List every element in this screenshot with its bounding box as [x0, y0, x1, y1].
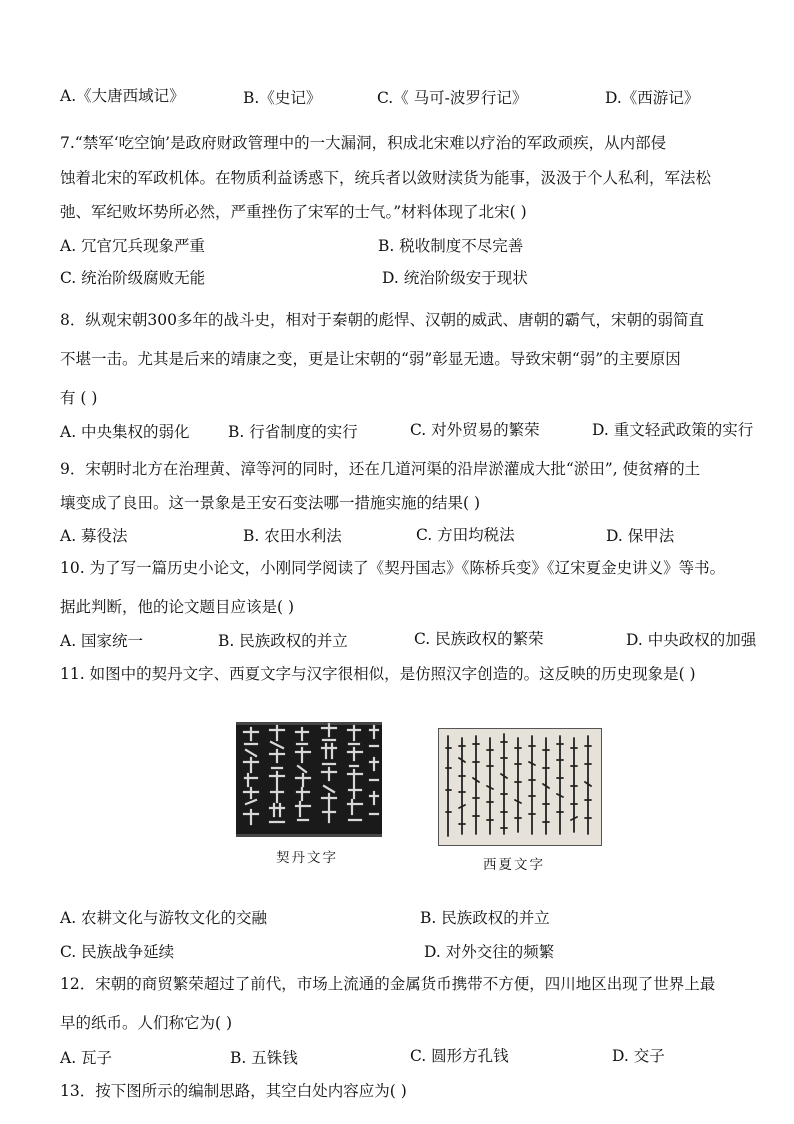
q12-option-c[interactable]: C. 圆形方孔钱 — [410, 1047, 509, 1065]
q13-stem-line-1: 13．按下图所示的编制思路，其空白处内容应为( ) — [60, 1082, 407, 1100]
q9-option-a[interactable]: A. 募役法 — [60, 527, 128, 545]
q7-option-a[interactable]: A. 冗官冗兵现象严重 — [60, 237, 206, 255]
q8-option-a[interactable]: A. 中央集权的弱化 — [60, 423, 190, 441]
q9-option-b[interactable]: B. 农田水利法 — [243, 527, 342, 545]
q10-option-c[interactable]: C. 民族政权的繁荣 — [414, 630, 544, 648]
q8-option-c[interactable]: C. 对外贸易的繁荣 — [410, 421, 540, 439]
q6-option-d[interactable]: D.《西游记》 — [605, 89, 700, 107]
q12-option-a[interactable]: A. 瓦子 — [60, 1049, 113, 1067]
q7-stem-line-1: 7.“禁军‘吃空饷’是政府财政管理中的一大漏洞，积成北宋难以疗治的军政顽疾，从内部侵 — [60, 134, 667, 152]
q10-option-a[interactable]: A. 国家统一 — [60, 632, 144, 650]
q12-stem-line-2: 早的纸币。人们称它为( ) — [60, 1014, 233, 1032]
tangut-script-image — [438, 728, 602, 846]
q7-option-c[interactable]: C. 统治阶级腐败无能 — [60, 269, 206, 287]
q7-stem-line-3: 弛、军纪败坏势所必然，严重挫伤了宋军的士气。”材料体现了北宋( ) — [60, 203, 527, 221]
q7-option-d[interactable]: D. 统治阶级安于现状 — [382, 269, 528, 287]
q6-option-b[interactable]: B.《史记》 — [243, 89, 322, 107]
q11-stem-line-1: 11. 如图中的契丹文字、西夏文字与汉字很相似，是仿照汉字创造的。这反映的历史现象是( ) — [60, 665, 696, 683]
q10-stem-line-1: 10. 为了写一篇历史小论文，小刚同学阅读了《契丹国志》《陈桥兵变》《辽宋夏金史讲义》等书。 — [60, 559, 726, 577]
q6-option-a[interactable]: A.《大唐西域记》 — [60, 87, 185, 105]
q8-option-b[interactable]: B. 行省制度的实行 — [228, 423, 358, 441]
q8-stem-line-2: 不堪一击。尤其是后来的靖康之变，更是让宋朝的“弱”彰显无遗。导致宋朝“弱”的主要原因 — [60, 350, 681, 368]
q9-option-c[interactable]: C. 方田均税法 — [416, 526, 515, 544]
q7-stem-line-2: 蚀着北宋的军政机体。在物质利益诱惑下，统兵者以敛财渎货为能事，汲汲于个人私利，军法松 — [60, 169, 712, 187]
q11-option-c[interactable]: C. 民族战争延续 — [60, 943, 175, 961]
q7-option-b[interactable]: B. 税收制度不尽完善 — [378, 237, 524, 255]
q11-option-b[interactable]: B. 民族政权的并立 — [420, 909, 550, 927]
q8-stem-line-1: 8．纵观宋朝300多年的战斗史，相对于秦朝的彪悍、汉朝的威武、唐朝的霸气，宋朝的弱简直 — [60, 311, 704, 329]
q10-option-b[interactable]: B. 民族政权的并立 — [218, 632, 348, 650]
q10-stem-line-2: 据此判断，他的论文题目应该是( ) — [60, 598, 295, 616]
khitan-script-caption: 契丹文字 — [276, 850, 338, 866]
q8-option-d[interactable]: D. 重文轻武政策的实行 — [592, 421, 754, 439]
q12-option-b[interactable]: B. 五铢钱 — [230, 1049, 298, 1067]
q9-stem-line-1: 9．宋朝时北方在治理黄、漳等河的同时，还在几道河渠的沿岸淤灌成大批“淤田”, 使贫瘠的土 — [60, 460, 701, 478]
q10-option-d[interactable]: D. 中央政权的加强 — [626, 631, 757, 649]
q9-option-d[interactable]: D. 保甲法 — [606, 527, 675, 545]
q8-stem-line-3: 有 ( ) — [60, 389, 98, 407]
q6-option-c[interactable]: C.《 马可-波罗行记》 — [377, 89, 528, 107]
q12-option-d[interactable]: D. 交子 — [612, 1047, 665, 1065]
q11-option-a[interactable]: A. 农耕文化与游牧文化的交融 — [60, 909, 268, 927]
q9-stem-line-2: 壤变成了良田。这一景象是王安石变法哪一措施实施的结果( ) — [60, 494, 481, 512]
khitan-script-image — [236, 722, 382, 837]
q11-option-d[interactable]: D. 对外交往的频繁 — [424, 943, 555, 961]
q12-stem-line-1: 12．宋朝的商贸繁荣超过了前代，市场上流通的金属货币携带不方便，四川地区出现了世界上最 — [60, 975, 716, 993]
tangut-script-caption: 西夏文字 — [483, 857, 545, 873]
